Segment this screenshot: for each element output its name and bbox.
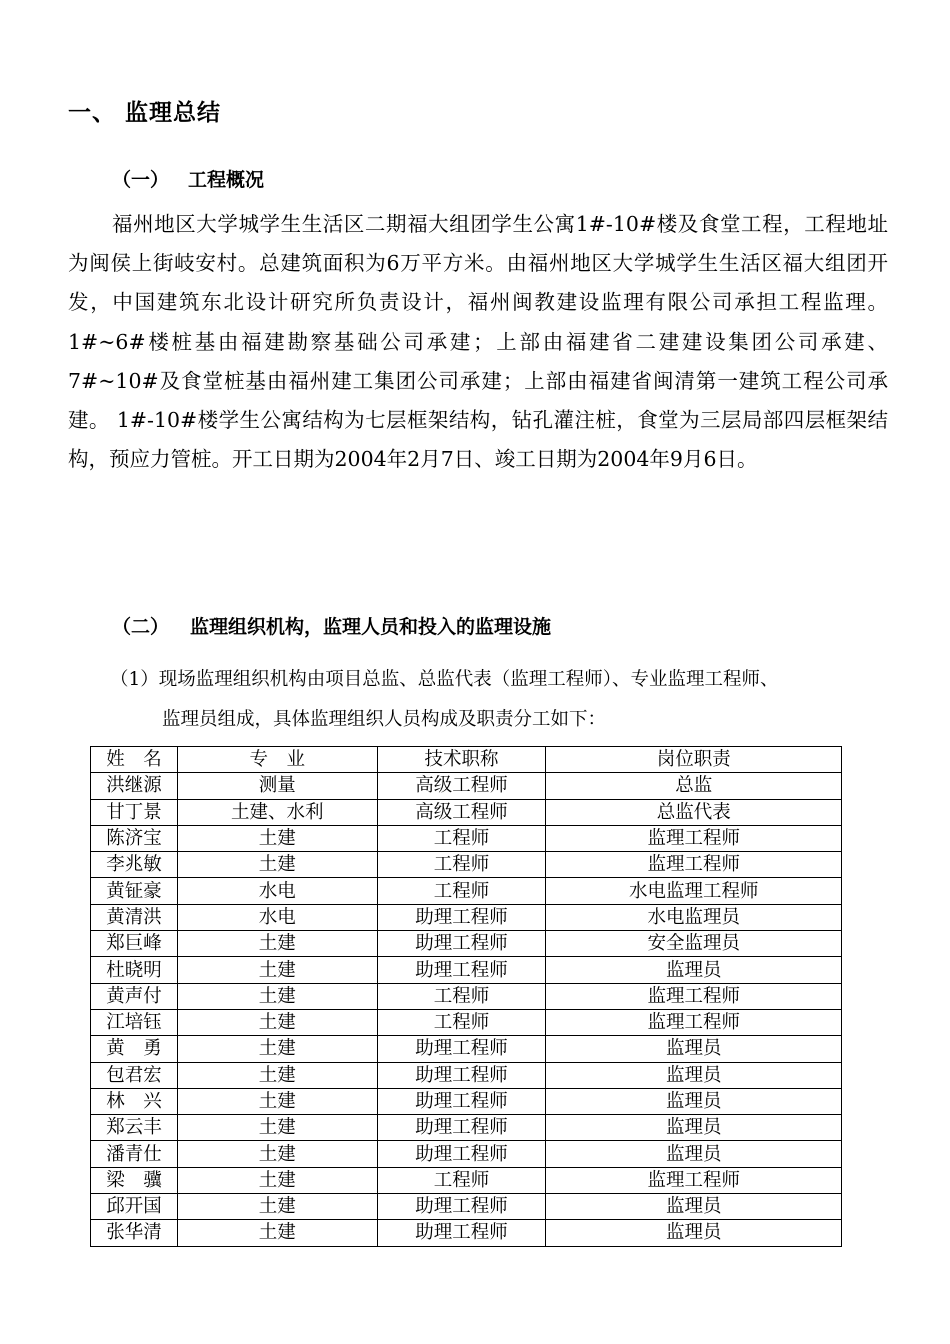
cell-title: 工程师 [377, 852, 546, 878]
cell-specialty: 土建 [177, 1167, 377, 1193]
cell-duty: 安全监理员 [546, 931, 842, 957]
cell-duty: 监理员 [546, 957, 842, 983]
cell-duty: 监理工程师 [546, 1009, 842, 1035]
cell-specialty: 土建 [177, 1062, 377, 1088]
cell-title: 助理工程师 [377, 957, 546, 983]
cell-name: 郑云丰 [91, 1115, 178, 1141]
cell-specialty: 土建 [177, 1088, 377, 1114]
table-row [91, 1088, 842, 1114]
cell-name: 黄清洪 [91, 904, 178, 930]
organization-paragraph-line2: 监理员组成，具体监理组织人员构成及职责分工如下： [162, 709, 607, 730]
cell-name: 郑巨峰 [91, 931, 178, 957]
cell-title: 工程师 [377, 1167, 546, 1193]
header-duty: 岗位职责 [546, 747, 842, 773]
table-row [91, 983, 842, 1009]
cell-title: 工程师 [377, 878, 546, 904]
cell-title: 助理工程师 [377, 904, 546, 930]
staff-table [90, 746, 842, 1247]
section-title: 一、 监理总结 [68, 100, 222, 126]
organization-paragraph [110, 660, 910, 740]
cell-name: 张华清 [91, 1220, 178, 1246]
cell-duty: 监理员 [546, 1115, 842, 1141]
table-row [91, 1167, 842, 1193]
cell-specialty: 土建 [177, 983, 377, 1009]
table-row [91, 1036, 842, 1062]
table-row [91, 852, 842, 878]
cell-specialty: 土建 [177, 957, 377, 983]
cell-duty: 水电监理工程师 [546, 878, 842, 904]
cell-specialty: 土建 [177, 852, 377, 878]
cell-name: 梁 骥 [91, 1167, 178, 1193]
cell-duty: 监理员 [546, 1194, 842, 1220]
cell-specialty: 土建 [177, 1141, 377, 1167]
cell-title: 助理工程师 [377, 1141, 546, 1167]
cell-specialty: 水电 [177, 878, 377, 904]
subsection-number: （二） [112, 616, 170, 638]
cell-name: 甘丁景 [91, 799, 178, 825]
cell-name: 李兆敏 [91, 852, 178, 878]
cell-title: 助理工程师 [377, 1220, 546, 1246]
table-row [91, 1220, 842, 1246]
cell-title: 工程师 [377, 1009, 546, 1035]
header-specialty: 专 业 [177, 747, 377, 773]
cell-specialty: 土建、水利 [177, 799, 377, 825]
cell-duty: 监理员 [546, 1220, 842, 1246]
cell-name: 黄声付 [91, 983, 178, 1009]
subsection-title: 监理组织机构，监理人员和投入的监理设施 [190, 616, 552, 638]
cell-title: 高级工程师 [377, 773, 546, 799]
cell-specialty: 土建 [177, 825, 377, 851]
cell-title: 工程师 [377, 825, 546, 851]
cell-specialty: 测量 [177, 773, 377, 799]
cell-title: 助理工程师 [377, 1115, 546, 1141]
cell-duty: 总监代表 [546, 799, 842, 825]
cell-duty: 监理工程师 [546, 983, 842, 1009]
cell-name: 黄钲豪 [91, 878, 178, 904]
table-row [91, 957, 842, 983]
cell-title: 助理工程师 [377, 1194, 546, 1220]
cell-specialty: 土建 [177, 931, 377, 957]
subsection-heading-overview [112, 165, 264, 192]
cell-title: 助理工程师 [377, 1062, 546, 1088]
subsection-title: 工程概况 [188, 169, 265, 191]
cell-duty: 监理工程师 [546, 852, 842, 878]
cell-title: 工程师 [377, 983, 546, 1009]
cell-name: 包君宏 [91, 1062, 178, 1088]
table-row [91, 1062, 842, 1088]
cell-name: 陈济宝 [91, 825, 178, 851]
cell-duty: 监理员 [546, 1141, 842, 1167]
cell-specialty: 土建 [177, 1036, 377, 1062]
cell-specialty: 土建 [177, 1220, 377, 1246]
cell-specialty: 水电 [177, 904, 377, 930]
cell-title: 助理工程师 [377, 1088, 546, 1114]
table-row [91, 1115, 842, 1141]
cell-duty: 监理工程师 [546, 1167, 842, 1193]
table-header-row [91, 747, 842, 773]
cell-duty: 监理员 [546, 1088, 842, 1114]
cell-duty: 监理工程师 [546, 825, 842, 851]
overview-paragraph: 福州地区大学城学生生活区二期福大组团学生公寓1#-10#楼及食堂工程，工程地址为闽侯上街岐安村。总建筑面积为6万平方米。由福州地区大学城学生生活区福大组团开发，中国建筑东北设计研究所负责设计，福州闽教建设监理有限公司承担工程监理。1#~6#楼桩基由福建勘察基础公司承建；上部由福建省二建建设集团公司承建、7#~10#及食堂桩基由福州建工集团公司承建；上部由福建省闽清第一建筑工程公司承建。 1#-10#楼学生公寓结构为七层框架结构，钻孔灌注桩，食堂为三层局部四层框架结构，预应力管桩。开工日期为2004年2月7日、竣工日期为2004年9月6日。 [68, 212, 888, 472]
header-name: 姓 名 [91, 747, 178, 773]
staff-table-body [91, 773, 842, 1246]
table-row [91, 799, 842, 825]
table-row [91, 1194, 842, 1220]
table-row [91, 1009, 842, 1035]
cell-specialty: 土建 [177, 1115, 377, 1141]
cell-specialty: 土建 [177, 1194, 377, 1220]
table-row [91, 773, 842, 799]
header-title: 技术职称 [377, 747, 546, 773]
organization-paragraph-line1: （1）现场监理组织机构由项目总监、总监代表（监理工程师）、专业监理工程师、 [110, 669, 779, 690]
cell-name: 杜晓明 [91, 957, 178, 983]
cell-name: 黄 勇 [91, 1036, 178, 1062]
table-row [91, 1141, 842, 1167]
cell-title: 助理工程师 [377, 931, 546, 957]
cell-specialty: 土建 [177, 1009, 377, 1035]
cell-name: 邱开国 [91, 1194, 178, 1220]
cell-title: 高级工程师 [377, 799, 546, 825]
cell-name: 潘青仕 [91, 1141, 178, 1167]
table-row [91, 931, 842, 957]
table-row [91, 825, 842, 851]
cell-name: 江培钰 [91, 1009, 178, 1035]
table-row [91, 904, 842, 930]
subsection-heading-organization [112, 612, 551, 639]
cell-duty: 水电监理员 [546, 904, 842, 930]
cell-title: 助理工程师 [377, 1036, 546, 1062]
cell-name: 林 兴 [91, 1088, 178, 1114]
cell-duty: 监理员 [546, 1062, 842, 1088]
cell-duty: 总监 [546, 773, 842, 799]
cell-duty: 监理员 [546, 1036, 842, 1062]
table-row [91, 878, 842, 904]
cell-name: 洪继源 [91, 773, 178, 799]
subsection-number: （一） [112, 169, 170, 191]
